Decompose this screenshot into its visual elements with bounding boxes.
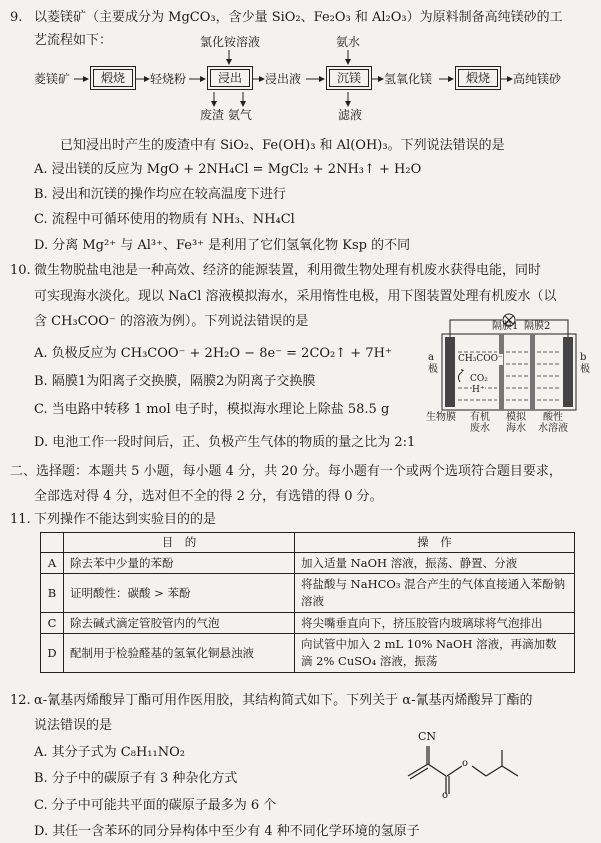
row-purpose: 除去碱式滴定管胶管内的气泡	[64, 612, 295, 634]
diagram-species-co2: CO₂	[470, 374, 488, 384]
row-operation: 将尖嘴垂直向下，挤压胶管内玻璃球将气泡排出	[295, 612, 575, 634]
q10-stem-line3: 含 CH₃COO⁻ 的溶液为例）。下列说法错误的是	[34, 314, 309, 329]
flow-ore: 菱镁矿	[34, 72, 71, 86]
q9-option-a: A. 浸出镁的反应为 MgO + 2NH₄Cl = MgCl₂ + 2NH₃↑ + H₂O	[34, 162, 422, 177]
diagram-membrane-1: 隔膜1	[492, 321, 519, 332]
q11-table	[40, 532, 575, 673]
q12-stem-line2: 说法错误的是	[34, 718, 113, 733]
diagram-membrane-2: 隔膜2	[524, 321, 551, 332]
q11-table-head-purpose: 目 的	[64, 533, 295, 553]
row-operation: 将盐酸与 NaHCO₃ 混合产生的气体直接通入苯酚钠溶液	[295, 574, 575, 612]
flow-product: 高纯镁砂	[513, 72, 562, 86]
q9-stem-line1: 以菱镁矿（主要成分为 MgCO₃，含少量 SiO₂、Fe₂O₃ 和 Al₂O₃）为原料制备高纯镁砂的工	[34, 10, 563, 25]
diagram-zone-organic-wastewater: 有机 废水	[470, 412, 490, 434]
table-row	[41, 634, 575, 672]
flow-step-precipitate-mg: 沉镁	[326, 66, 372, 90]
section2-instruction-line2: 全部选对得 4 分，选对但不全的得 2 分，有选错的得 0 分。	[34, 489, 383, 504]
q12-option-d: D. 其任一含苯环的同分异构体中至少有 4 种不同化学环境的氢原子	[34, 824, 420, 839]
flow-reagent-ammonium-chloride: 氯化铵溶液	[200, 35, 261, 49]
flow-output-residue-ammonia: 废渣 氨气	[200, 108, 252, 122]
q12-stem-line1: α-氰基丙烯酸异丁酯可用作医用胶，其结构简式如下。下列关于 α-氰基丙烯酸异丁酯的	[34, 693, 533, 708]
structure-cn-label: CN	[418, 730, 437, 743]
row-label: B	[41, 574, 64, 612]
row-purpose: 证明酸性：碳酸 > 苯酚	[64, 574, 295, 612]
flow-step-calcine-2: 煅烧	[455, 66, 501, 90]
flow-step-calcine-1: 煅烧	[90, 66, 136, 90]
row-label: A	[41, 552, 64, 574]
row-label: D	[41, 634, 64, 672]
q10-option-c: C. 当电路中转移 1 mol 电子时，模拟海水理论上除盐 58.5 g	[34, 402, 390, 417]
q9-known-condition: 已知浸出时产生的废渣中有 SiO₂、Fe(OH)₃ 和 Al(OH)₃。下列说法错误的是	[60, 138, 505, 153]
q9-option-d: D. 分离 Mg²⁺ 与 Al³⁺、Fe³⁺ 是利用了它们氢氧化物 Ksp 的不同	[34, 238, 411, 253]
q11-table-head-operation: 操 作	[295, 533, 575, 553]
row-purpose: 配制用于检验醛基的氢氧化铜悬浊液	[64, 634, 295, 672]
diagram-species-acetate: CH₃COO⁻	[458, 354, 503, 364]
flow-leachate: 浸出液	[265, 72, 302, 86]
q11-table-header	[41, 533, 575, 553]
flow-reagent-ammonia-water: 氨水	[336, 35, 361, 49]
diagram-zone-biofilm: 生物膜	[426, 412, 456, 423]
flow-magnesium-hydroxide: 氢氧化镁	[384, 72, 433, 86]
row-purpose: 除去苯中少量的苯酚	[64, 552, 295, 574]
q9-option-b: B. 浸出和沉镁的操作均应在较高温度下进行	[34, 187, 286, 202]
q9-option-c: C. 流程中可循环使用的物质有 NH₃、NH₄Cl	[34, 212, 295, 227]
q10-option-a: A. 负极反应为 CH₃COO⁻ + 2H₂O − 8e⁻ = 2CO₂↑ + 7H⁺	[34, 346, 392, 361]
q10-number: 10.	[10, 263, 31, 278]
q12-option-a: A. 其分子式为 C₈H₁₁NO₂	[34, 745, 185, 760]
structure-oxygen-ester: o	[462, 758, 469, 769]
row-operation: 向试管中加入 2 mL 10% NaOH 溶液，再滴加数滴 2% CuSO₄ 溶液，振荡	[295, 634, 575, 672]
q10-stem-line2: 可实现海水淡化。现以 NaCl 溶液模拟海水，采用惰性电极，用下图装置处理有机废水（以	[34, 289, 557, 304]
q10-battery-diagram	[420, 312, 598, 434]
q12-number: 12.	[10, 693, 31, 708]
diagram-zone-acidic-solution: 酸性 水溶液	[538, 412, 568, 434]
q9-number: 9.	[10, 10, 23, 25]
q10-stem-line1: 微生物脱盐电池是一种高效、经济的能源装置，利用微生物处理有机废水获得电能，同时	[34, 263, 542, 278]
flow-step-leach: 浸出	[207, 66, 253, 90]
q12-option-b: B. 分子中的碳原子有 3 种杂化方式	[34, 771, 238, 786]
q11-stem: 下列操作不能达到实验目的的是	[34, 512, 217, 527]
table-row	[41, 574, 575, 612]
table-row	[41, 612, 575, 634]
table-row	[41, 552, 575, 574]
diagram-electrode-b: b 极	[580, 352, 590, 375]
flow-arrows	[0, 0, 601, 130]
row-operation: 加入适量 NaOH 溶液，振荡、静置、分液	[295, 552, 575, 574]
diagram-species-h-plus: H⁺	[472, 385, 485, 395]
flow-light-powder: 轻烧粉	[150, 72, 187, 86]
q9-stem-line2: 艺流程如下：	[34, 33, 113, 48]
flow-output-filtrate: 滤液	[338, 108, 363, 122]
structure-oxygen-carbonyl: o	[442, 790, 449, 801]
section2-instruction-line1: 二、选择题：本题共 5 小题，每小题 4 分，共 20 分。每小题有一个或两个选项符合题目要求，	[10, 464, 562, 479]
diagram-zone-simulated-seawater: 模拟 海水	[506, 412, 526, 434]
q11-number: 11.	[10, 512, 31, 527]
q10-option-d: D. 电池工作一段时间后，正、负极产生气体的物质的量之比为 2:1	[34, 435, 416, 450]
q12-option-c: C. 分子中可能共平面的碳原子最多为 6 个	[34, 798, 277, 813]
row-label: C	[41, 612, 64, 634]
q10-option-b: B. 隔膜1为阳离子交换膜，隔膜2为阴离子交换膜	[34, 374, 316, 389]
q12-structure-diagram	[400, 728, 540, 800]
diagram-electrode-a: a 极	[428, 352, 438, 375]
